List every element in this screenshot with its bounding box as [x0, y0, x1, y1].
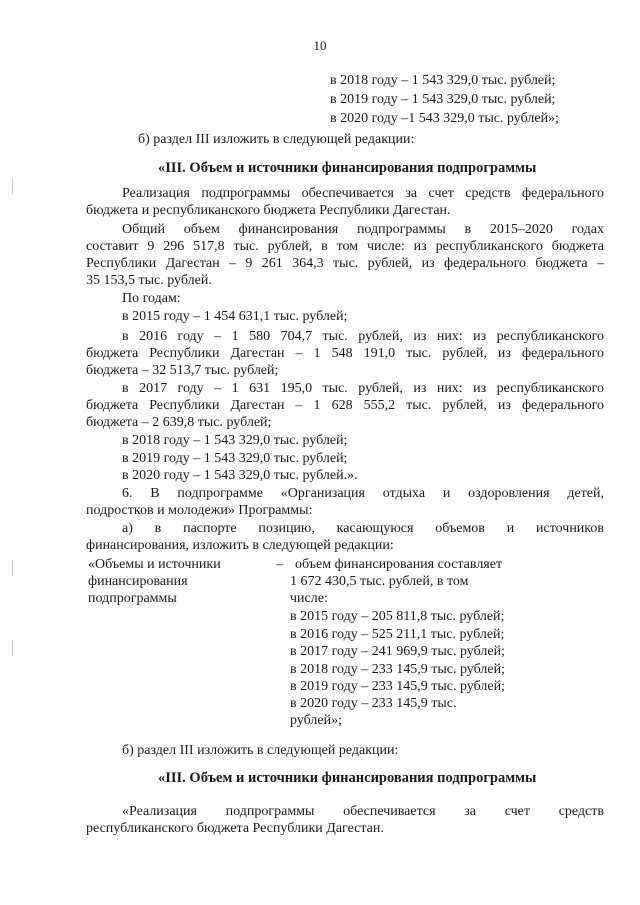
year-line-2015: в 2015 году – 1 454 631,1 тыс. рублей;	[122, 309, 348, 324]
year-line-2016: в 2016 году – 1 580 704,7 тыс. рублей, из них: из республиканского	[122, 329, 604, 344]
top-year-line: в 2018 году – 1 543 329,0 тыс. рублей;	[330, 73, 556, 88]
table-right-line: в 2019 году – 233 145,9 тыс. рублей;	[290, 679, 505, 694]
year-line-2016: бюджета Республики Дагестан – 1 548 191,0 тыс. рублей, из федерального	[86, 346, 604, 361]
clause-b-2: б) раздел III изложить в следующей редакции:	[122, 743, 399, 758]
paragraph-line: бюджета и республиканского бюджета Республики Дагестан.	[86, 203, 451, 218]
table-right-line: в 2016 году – 525 211,1 тыс. рублей;	[290, 627, 505, 642]
scan-mark	[12, 560, 13, 576]
section-heading-1: «III. Объем и источники финансирования подпрограммы	[158, 160, 537, 176]
paragraph-line: «Реализация подпрограммы обеспечивается за счет средств	[122, 804, 604, 819]
top-year-line: в 2020 году –1 543 329,0 тыс. рублей»;	[330, 111, 559, 126]
year-line-2016: бюджета – 32 513,7 тыс. рублей;	[86, 363, 279, 378]
item-6a-line: финансирования, изложить в следующей редакции:	[86, 538, 394, 553]
paragraph-line: республиканского бюджета Республики Дагестан.	[86, 821, 384, 836]
table-left-cell: подпрограммы	[88, 591, 177, 606]
top-year-line: в 2019 году – 1 543 329,0 тыс. рублей;	[330, 92, 556, 107]
item-6-line: подростков и молодежи» Программы:	[86, 503, 313, 518]
table-right-line: рублей»;	[290, 713, 342, 728]
table-right-line: в 2018 году – 233 145,9 тыс. рублей;	[290, 662, 505, 677]
year-line: в 2020 году – 1 543 329,0 тыс. рублей.».	[122, 468, 358, 483]
paragraph-line: 35 153,5 тыс. рублей.	[86, 273, 212, 288]
year-line-2017: бюджета Республики Дагестан – 1 628 555,2 тыс. рублей, из федерального	[86, 398, 604, 413]
scan-mark	[12, 178, 13, 194]
table-left-cell: «Объемы и источники	[88, 557, 221, 572]
table-right-line: в 2020 году – 233 145,9 тыс.	[290, 696, 457, 711]
item-6-line: 6. В подпрограмме «Организация отдыха и оздоровления детей,	[122, 486, 604, 501]
paragraph-line: Республики Дагестан – 9 261 364,3 тыс. рублей, из федерального бюджета –	[86, 256, 604, 271]
table-right-line: 1 672 430,5 тыс. рублей, в том	[290, 574, 469, 589]
table-left-cell: финансирования	[88, 574, 188, 589]
page-number: 10	[313, 38, 327, 53]
year-line-2017: в 2017 году – 1 631 195,0 тыс. рублей, из них: из республиканского	[122, 381, 604, 396]
table-right-line: объем финансирования составляет	[295, 557, 503, 572]
table-dash: –	[276, 557, 283, 572]
item-6a-line: а) в паспорте позицию, касающуюся объемов и источников	[122, 521, 604, 536]
paragraph-line: Реализация подпрограммы обеспечивается за счет средств федерального	[122, 186, 604, 201]
paragraph-line: составит 9 296 517,8 тыс. рублей, в том числе: из республиканского бюджета	[86, 239, 604, 254]
paragraph-line: Общий объем финансирования подпрограммы в 2015–2020 годах	[122, 222, 604, 237]
table-right-line: числе:	[290, 591, 328, 606]
year-line: в 2018 году – 1 543 329,0 тыс. рублей;	[122, 433, 348, 448]
table-right-line: в 2015 году – 205 811,8 тыс. рублей;	[290, 609, 505, 624]
scan-mark	[12, 640, 13, 656]
year-line: в 2019 году – 1 543 329,0 тыс. рублей;	[122, 451, 348, 466]
table-right-line: в 2017 году – 241 969,9 тыс. рублей;	[290, 644, 505, 659]
section-heading-2: «III. Объем и источники финансирования подпрограммы	[158, 770, 537, 786]
clause-b-1: б) раздел III изложить в следующей редакции:	[138, 132, 415, 147]
by-years-label: По годам:	[122, 291, 181, 306]
year-line-2017: бюджета – 2 639,8 тыс. рублей;	[86, 415, 272, 430]
